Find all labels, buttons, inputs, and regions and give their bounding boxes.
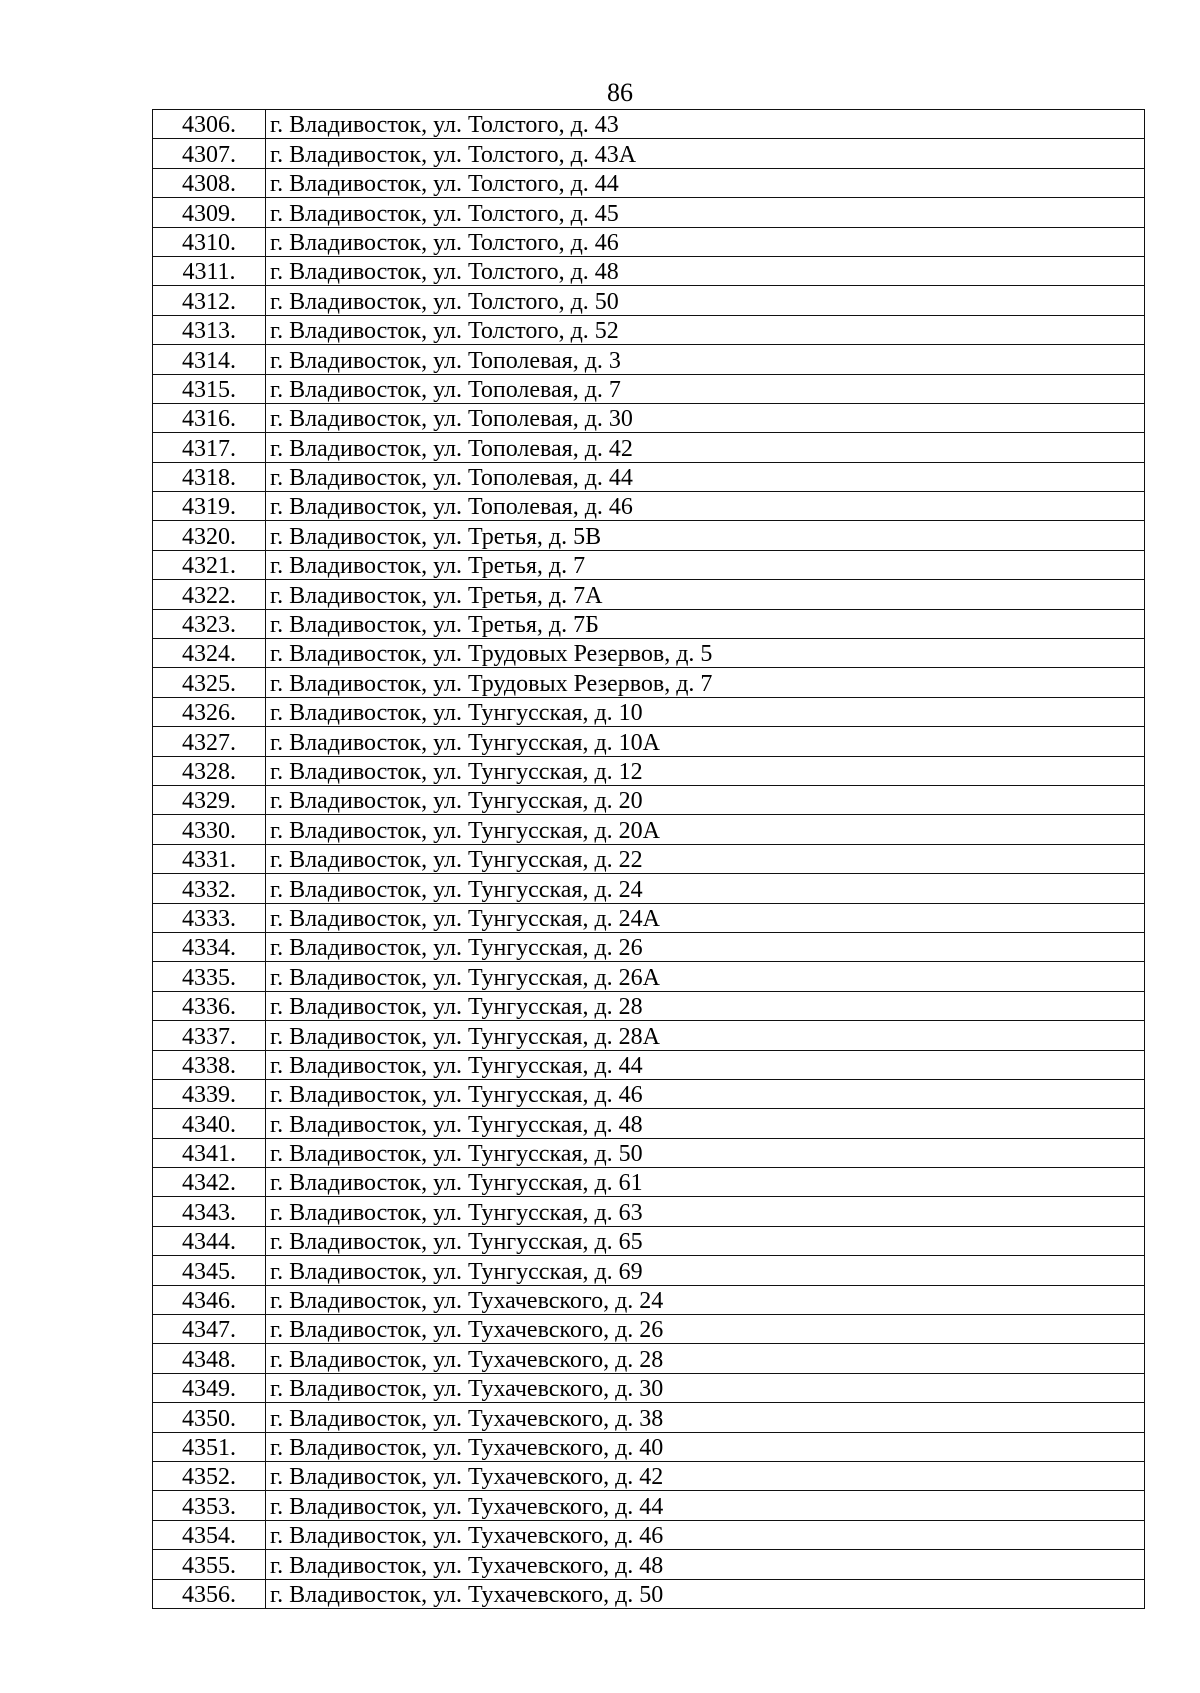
table-row — [153, 580, 1145, 609]
row-address: г. Владивосток, ул. Третья, д. 5В — [266, 521, 1145, 550]
table-row — [153, 110, 1145, 139]
row-number: 4355. — [153, 1550, 266, 1579]
row-number: 4327. — [153, 727, 266, 756]
row-number: 4317. — [153, 433, 266, 462]
row-address: г. Владивосток, ул. Тунгусская, д. 24А — [266, 903, 1145, 932]
table-row — [153, 345, 1145, 374]
row-address: г. Владивосток, ул. Тухачевского, д. 24 — [266, 1285, 1145, 1314]
table-row — [153, 991, 1145, 1020]
row-number: 4311. — [153, 256, 266, 285]
row-number: 4347. — [153, 1315, 266, 1344]
row-address: г. Владивосток, ул. Тухачевского, д. 38 — [266, 1403, 1145, 1432]
page-number: 86 — [607, 78, 633, 107]
row-number: 4331. — [153, 844, 266, 873]
row-number: 4351. — [153, 1432, 266, 1461]
table-row — [153, 168, 1145, 197]
row-number: 4334. — [153, 932, 266, 961]
row-number: 4316. — [153, 403, 266, 432]
table-row — [153, 550, 1145, 579]
row-address: г. Владивосток, ул. Толстого, д. 50 — [266, 286, 1145, 315]
row-address: г. Владивосток, ул. Толстого, д. 46 — [266, 227, 1145, 256]
row-address: г. Владивосток, ул. Тунгусская, д. 69 — [266, 1256, 1145, 1285]
row-number: 4330. — [153, 815, 266, 844]
table-row — [153, 785, 1145, 814]
table-row — [153, 932, 1145, 961]
row-number: 4318. — [153, 462, 266, 491]
row-address: г. Владивосток, ул. Тунгусская, д. 63 — [266, 1197, 1145, 1226]
row-address: г. Владивосток, ул. Тунгусская, д. 28 — [266, 991, 1145, 1020]
table-row — [153, 815, 1145, 844]
row-address: г. Владивосток, ул. Третья, д. 7А — [266, 580, 1145, 609]
row-address: г. Владивосток, ул. Толстого, д. 45 — [266, 198, 1145, 227]
row-number: 4314. — [153, 345, 266, 374]
table-row — [153, 1315, 1145, 1344]
row-number: 4321. — [153, 550, 266, 579]
row-number: 4313. — [153, 315, 266, 344]
table-row — [153, 1109, 1145, 1138]
table-row — [153, 1520, 1145, 1549]
row-number: 4309. — [153, 198, 266, 227]
row-number: 4340. — [153, 1109, 266, 1138]
row-number: 4342. — [153, 1168, 266, 1197]
table-row — [153, 403, 1145, 432]
row-address: г. Владивосток, ул. Тунгусская, д. 50 — [266, 1138, 1145, 1167]
row-address: г. Владивосток, ул. Третья, д. 7Б — [266, 609, 1145, 638]
row-address: г. Владивосток, ул. Тунгусская, д. 20 — [266, 785, 1145, 814]
table-row — [153, 844, 1145, 873]
row-number: 4328. — [153, 756, 266, 785]
table-row — [153, 1550, 1145, 1579]
table-row — [153, 1079, 1145, 1108]
table-row — [153, 1461, 1145, 1490]
row-number: 4335. — [153, 962, 266, 991]
row-address: г. Владивосток, ул. Трудовых Резервов, д. 5 — [266, 639, 1145, 668]
table-row — [153, 139, 1145, 168]
table-row — [153, 874, 1145, 903]
row-address: г. Владивосток, ул. Толстого, д. 44 — [266, 168, 1145, 197]
row-address: г. Владивосток, ул. Тухачевского, д. 42 — [266, 1461, 1145, 1490]
row-address: г. Владивосток, ул. Третья, д. 7 — [266, 550, 1145, 579]
row-address: г. Владивосток, ул. Тунгусская, д. 48 — [266, 1109, 1145, 1138]
table-row — [153, 756, 1145, 785]
table-row — [153, 697, 1145, 726]
row-number: 4336. — [153, 991, 266, 1020]
row-address: г. Владивосток, ул. Тунгусская, д. 61 — [266, 1168, 1145, 1197]
row-address: г. Владивосток, ул. Тухачевского, д. 48 — [266, 1550, 1145, 1579]
row-address: г. Владивосток, ул. Тополевая, д. 42 — [266, 433, 1145, 462]
table-row — [153, 1285, 1145, 1314]
row-number: 4310. — [153, 227, 266, 256]
table-row — [153, 521, 1145, 550]
table-row — [153, 1432, 1145, 1461]
row-address: г. Владивосток, ул. Тухачевского, д. 28 — [266, 1344, 1145, 1373]
row-address: г. Владивосток, ул. Тунгусская, д. 10А — [266, 727, 1145, 756]
row-number: 4343. — [153, 1197, 266, 1226]
row-address: г. Владивосток, ул. Тухачевского, д. 50 — [266, 1579, 1145, 1608]
row-number: 4308. — [153, 168, 266, 197]
row-number: 4315. — [153, 374, 266, 403]
table-row — [153, 727, 1145, 756]
row-address: г. Владивосток, ул. Тополевая, д. 44 — [266, 462, 1145, 491]
row-address: г. Владивосток, ул. Толстого, д. 43А — [266, 139, 1145, 168]
row-address: г. Владивосток, ул. Тухачевского, д. 44 — [266, 1491, 1145, 1520]
row-number: 4329. — [153, 785, 266, 814]
row-number: 4350. — [153, 1403, 266, 1432]
table-row — [153, 1050, 1145, 1079]
row-number: 4341. — [153, 1138, 266, 1167]
row-address: г. Владивосток, ул. Тухачевского, д. 26 — [266, 1315, 1145, 1344]
row-number: 4323. — [153, 609, 266, 638]
row-number: 4324. — [153, 639, 266, 668]
row-address: г. Владивосток, ул. Тунгусская, д. 26А — [266, 962, 1145, 991]
table-row — [153, 1226, 1145, 1255]
table-row — [153, 639, 1145, 668]
table-row — [153, 1138, 1145, 1167]
row-address: г. Владивосток, ул. Тунгусская, д. 24 — [266, 874, 1145, 903]
row-address: г. Владивосток, ул. Тунгусская, д. 46 — [266, 1079, 1145, 1108]
table-row — [153, 492, 1145, 521]
row-number: 4320. — [153, 521, 266, 550]
row-number: 4307. — [153, 139, 266, 168]
row-number: 4356. — [153, 1579, 266, 1608]
row-number: 4337. — [153, 1021, 266, 1050]
row-address: г. Владивосток, ул. Толстого, д. 52 — [266, 315, 1145, 344]
row-number: 4325. — [153, 668, 266, 697]
row-address: г. Владивосток, ул. Тунгусская, д. 12 — [266, 756, 1145, 785]
table-row — [153, 227, 1145, 256]
row-address: г. Владивосток, ул. Тополевая, д. 3 — [266, 345, 1145, 374]
row-number: 4326. — [153, 697, 266, 726]
row-address: г. Владивосток, ул. Тунгусская, д. 28А — [266, 1021, 1145, 1050]
row-number: 4322. — [153, 580, 266, 609]
table-row — [153, 668, 1145, 697]
table-row — [153, 315, 1145, 344]
row-address: г. Владивосток, ул. Тунгусская, д. 65 — [266, 1226, 1145, 1255]
row-number: 4353. — [153, 1491, 266, 1520]
row-number: 4352. — [153, 1461, 266, 1490]
table-row — [153, 1491, 1145, 1520]
table-row — [153, 1403, 1145, 1432]
table-row — [153, 462, 1145, 491]
row-number: 4339. — [153, 1079, 266, 1108]
table-row — [153, 198, 1145, 227]
table-row — [153, 433, 1145, 462]
row-address: г. Владивосток, ул. Тополевая, д. 46 — [266, 492, 1145, 521]
row-address: г. Владивосток, ул. Тунгусская, д. 22 — [266, 844, 1145, 873]
row-address: г. Владивосток, ул. Тухачевского, д. 46 — [266, 1520, 1145, 1549]
row-number: 4338. — [153, 1050, 266, 1079]
table-row — [153, 903, 1145, 932]
row-number: 4312. — [153, 286, 266, 315]
table-row — [153, 1168, 1145, 1197]
row-number: 4333. — [153, 903, 266, 932]
table-row — [153, 1344, 1145, 1373]
address-table-body — [153, 110, 1145, 1609]
row-number: 4349. — [153, 1373, 266, 1402]
row-address: г. Владивосток, ул. Тунгусская, д. 26 — [266, 932, 1145, 961]
row-address: г. Владивосток, ул. Трудовых Резервов, д. 7 — [266, 668, 1145, 697]
table-row — [153, 1197, 1145, 1226]
row-address: г. Владивосток, ул. Тухачевского, д. 30 — [266, 1373, 1145, 1402]
row-address: г. Владивосток, ул. Тополевая, д. 30 — [266, 403, 1145, 432]
table-row — [153, 1021, 1145, 1050]
table-row — [153, 374, 1145, 403]
row-number: 4346. — [153, 1285, 266, 1314]
row-number: 4306. — [153, 110, 266, 139]
row-address: г. Владивосток, ул. Толстого, д. 48 — [266, 256, 1145, 285]
table-row — [153, 962, 1145, 991]
row-number: 4348. — [153, 1344, 266, 1373]
row-address: г. Владивосток, ул. Тунгусская, д. 10 — [266, 697, 1145, 726]
row-address: г. Владивосток, ул. Тунгусская, д. 20А — [266, 815, 1145, 844]
row-number: 4332. — [153, 874, 266, 903]
row-address: г. Владивосток, ул. Толстого, д. 43 — [266, 110, 1145, 139]
row-number: 4354. — [153, 1520, 266, 1549]
table-row — [153, 1256, 1145, 1285]
row-number: 4345. — [153, 1256, 266, 1285]
table-row — [153, 256, 1145, 285]
table-row — [153, 1373, 1145, 1402]
row-address: г. Владивосток, ул. Тунгусская, д. 44 — [266, 1050, 1145, 1079]
table-row — [153, 609, 1145, 638]
row-number: 4344. — [153, 1226, 266, 1255]
row-number: 4319. — [153, 492, 266, 521]
table-row — [153, 286, 1145, 315]
table-row — [153, 1579, 1145, 1608]
row-address: г. Владивосток, ул. Тухачевского, д. 40 — [266, 1432, 1145, 1461]
row-address: г. Владивосток, ул. Тополевая, д. 7 — [266, 374, 1145, 403]
address-table — [152, 109, 1145, 1609]
